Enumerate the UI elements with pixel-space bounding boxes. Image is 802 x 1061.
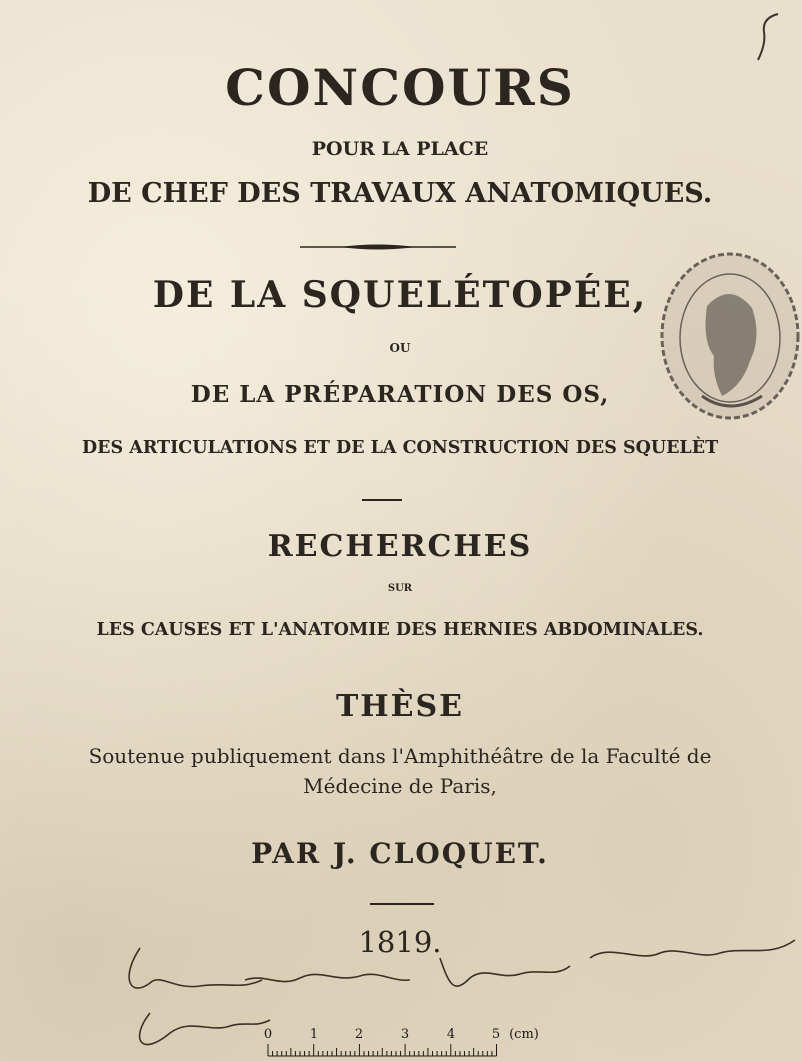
measurement-ruler (258, 1024, 548, 1058)
subtitle-line2: DE CHEF DES TRAVAUX ANATOMIQUES. (87, 178, 713, 209)
heading-preparation: DE LA PRÉPARATION DES OS, (190, 381, 610, 408)
connector-ou: OU (389, 341, 411, 355)
title: CONCOURS (225, 58, 575, 117)
ruler-label-5: 5 (491, 1027, 501, 1042)
heading-recherches: RECHERCHES (267, 529, 533, 564)
ruler-label-4: 4 (446, 1027, 456, 1042)
heading-squeletopee: DE LA SQUELÉTOPÉE, (152, 274, 648, 316)
ruler-label-1: 1 (309, 1027, 319, 1042)
subtitle-line1: POUR LA PLACE (311, 138, 489, 160)
folio-mark (748, 8, 788, 68)
heading-articulations: DES ARTICULATIONS ET DE LA CONSTRUCTION DES SQUELÈT (82, 438, 719, 458)
ruler-label-2: 2 (354, 1027, 364, 1042)
soutenue-line1: Soutenue publiquement dans l'Amphithéâtre de la Faculté de (88, 744, 712, 768)
publication-year: 1819. (358, 925, 442, 959)
ornamental-rule-1 (300, 242, 456, 252)
library-stamp-icon (652, 246, 802, 436)
heading-these: THÈSE (335, 689, 465, 724)
ruler-label-3: 3 (400, 1027, 410, 1042)
ruler-label-unit: (cm) (509, 1027, 539, 1042)
soutenue-line2: Médecine de Paris, (303, 774, 497, 798)
divider-rule-3 (370, 902, 434, 906)
divider-rule-2 (362, 498, 402, 502)
ruler-label-0: 0 (263, 1027, 273, 1042)
heading-hernies: LES CAUSES ET L'ANATOMIE DES HERNIES ABDOMINALES. (96, 620, 704, 640)
connector-sur: SUR (387, 583, 413, 594)
author-line: PAR J. CLOQUET. (251, 837, 549, 870)
